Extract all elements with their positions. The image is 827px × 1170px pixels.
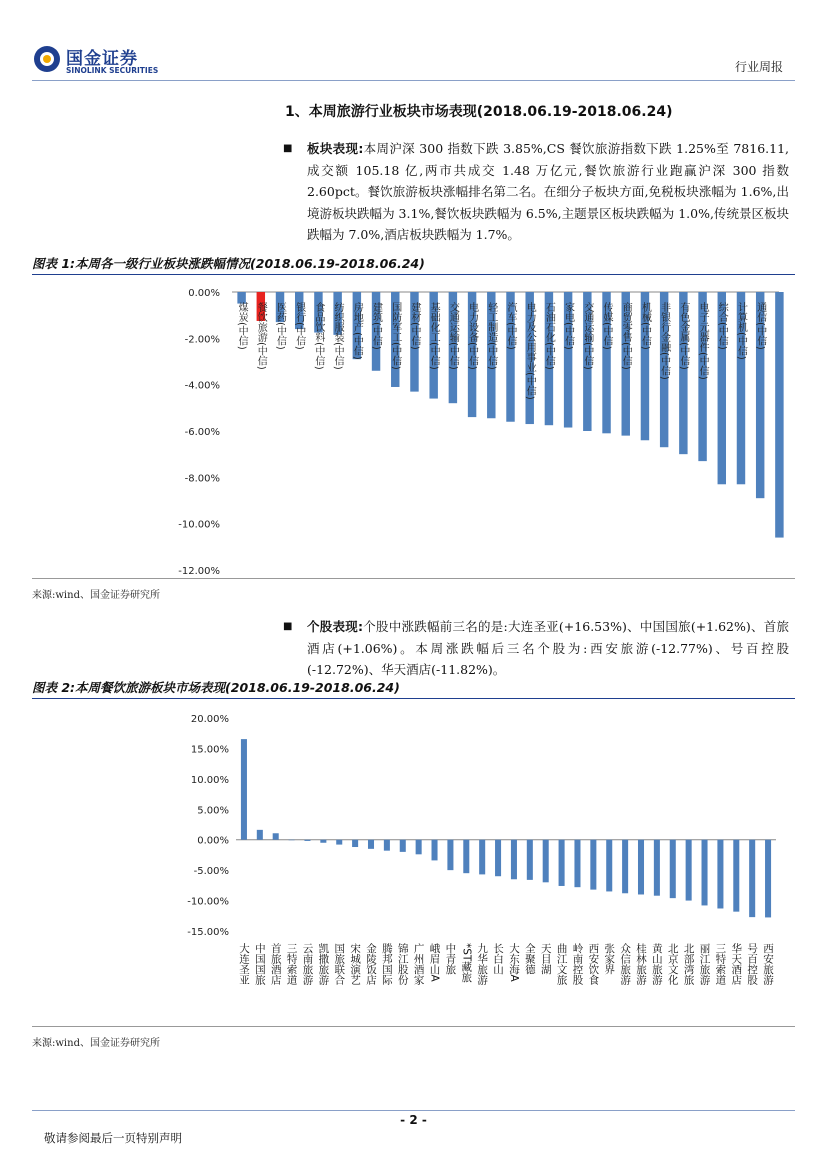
header-divider bbox=[32, 80, 795, 81]
category-label: 天目湖 bbox=[539, 943, 552, 975]
category-label: 西安饮食 bbox=[587, 943, 600, 985]
footer-note: 敬请参阅最后一页特别声明 bbox=[44, 1131, 182, 1145]
figure2-chart bbox=[32, 700, 795, 1027]
category-label: 综合(中信) bbox=[716, 302, 728, 350]
category-label: 建筑(中信) bbox=[370, 302, 382, 350]
figure1-title: 图表 1:本周各一级行业板块涨跌幅情况(2018.06.19-2018.06.24) bbox=[32, 254, 795, 275]
chart1-svg bbox=[32, 275, 795, 578]
page-number: - 2 - bbox=[400, 1113, 427, 1127]
category-label: 房地产(中信) bbox=[351, 302, 363, 360]
category-label: 煤炭(中信) bbox=[236, 302, 248, 350]
category-label: 食品饮料(中信) bbox=[312, 302, 324, 370]
bar bbox=[495, 840, 501, 877]
para-label: 个股表现: bbox=[307, 619, 363, 634]
y-tick-label: -12.00% bbox=[178, 566, 220, 577]
figure2-title: 图表 2:本周餐饮旅游板块市场表现(2018.06.19-2018.06.24) bbox=[32, 678, 795, 699]
category-label: 北部湾旅 bbox=[682, 943, 695, 985]
category-label: 非银行金融(中信) bbox=[658, 302, 670, 380]
bar bbox=[352, 840, 358, 847]
paragraph-sector bbox=[283, 138, 789, 246]
category-label: 丽江旅游 bbox=[698, 943, 711, 985]
bar bbox=[273, 833, 279, 839]
category-label: 峨眉山A bbox=[428, 943, 441, 982]
logo-mark-icon bbox=[32, 44, 62, 74]
category-label: 商贸零售(中信) bbox=[620, 302, 632, 370]
category-label: 家电(中信) bbox=[562, 302, 574, 350]
bar bbox=[686, 840, 692, 901]
bar bbox=[479, 840, 485, 875]
category-label: 西安旅游 bbox=[762, 943, 775, 985]
category-label: 汽车(中信) bbox=[505, 302, 516, 350]
bar bbox=[765, 840, 771, 918]
y-tick-label: -8.00% bbox=[184, 473, 220, 485]
bar bbox=[574, 840, 580, 887]
category-label: 华天酒店 bbox=[730, 943, 743, 985]
bar bbox=[543, 840, 549, 883]
category-label: 建材(中信) bbox=[408, 302, 420, 350]
category-label: 餐饮旅游(中信) bbox=[255, 302, 267, 370]
category-label: 九华旅游 bbox=[476, 943, 489, 985]
category-label: 云南旅游 bbox=[301, 943, 314, 985]
bar bbox=[749, 840, 755, 917]
category-label: *ST藏旅 bbox=[460, 943, 473, 983]
category-label: 银行(中信) bbox=[293, 302, 305, 350]
para-label: 板块表现: bbox=[307, 141, 364, 156]
category-label: 大东海A bbox=[507, 943, 520, 982]
category-label: 计算机(中信) bbox=[735, 302, 747, 360]
logo-text-en: SINOLINK SECURITIES bbox=[66, 66, 159, 75]
category-label: 国旅联合 bbox=[333, 943, 346, 985]
category-label: 通信(中信) bbox=[754, 302, 766, 350]
bar bbox=[606, 840, 612, 892]
category-label: 轻工制造(中信) bbox=[485, 302, 497, 370]
bar bbox=[559, 840, 565, 886]
bar bbox=[257, 830, 263, 840]
bar bbox=[304, 840, 310, 841]
bullet-icon: ■ bbox=[283, 143, 293, 154]
category-label: 交通运输(中信) bbox=[447, 302, 459, 370]
category-label: 凯撒旅游 bbox=[317, 943, 330, 985]
y-tick-label: 10.00% bbox=[190, 774, 229, 786]
category-label: 北京文化 bbox=[666, 943, 679, 985]
bar bbox=[775, 292, 783, 538]
footer-divider bbox=[32, 1110, 795, 1111]
y-tick-label: 0.00% bbox=[197, 835, 229, 847]
figure2-source: 来源:wind、国金证券研究所 bbox=[32, 1038, 160, 1049]
category-label: 电力及公用事业(中信) bbox=[524, 302, 536, 400]
category-label: 锦江股份 bbox=[396, 943, 409, 985]
bar bbox=[400, 840, 406, 852]
bar bbox=[447, 840, 453, 870]
bar bbox=[463, 840, 469, 873]
category-label: 基础化工(中信) bbox=[428, 302, 440, 370]
y-tick-label: 0.00% bbox=[188, 288, 220, 299]
bar bbox=[527, 840, 533, 880]
y-tick-label: -10.00% bbox=[187, 896, 229, 908]
category-label: 机械(中信) bbox=[639, 302, 651, 350]
bar bbox=[432, 840, 438, 861]
category-label: 岭南控股 bbox=[571, 943, 584, 985]
category-label: 全聚德 bbox=[523, 943, 536, 975]
y-tick-label: -5.00% bbox=[193, 866, 229, 878]
category-label: 交通运输(中信) bbox=[581, 302, 593, 370]
bar bbox=[702, 840, 708, 906]
category-label: 中国国旅 bbox=[253, 943, 266, 985]
category-label: 纺织服装(中信) bbox=[332, 302, 344, 370]
y-tick-label: -4.00% bbox=[184, 380, 220, 392]
report-type: 行业周报 bbox=[734, 60, 783, 74]
category-label: 三特索道 bbox=[714, 943, 727, 985]
category-label: 张家界 bbox=[603, 943, 616, 975]
bar bbox=[622, 840, 628, 894]
bar bbox=[733, 840, 739, 912]
category-label: 长白山 bbox=[492, 943, 505, 975]
category-label: 号百控股 bbox=[746, 943, 759, 985]
y-tick-label: 20.00% bbox=[190, 714, 229, 725]
bar bbox=[590, 840, 596, 890]
bar bbox=[289, 840, 295, 841]
y-tick-label: -15.00% bbox=[187, 927, 229, 938]
bar bbox=[511, 840, 517, 880]
category-label: 石油石化(中信) bbox=[543, 302, 555, 370]
category-label: 大连圣亚 bbox=[237, 943, 250, 985]
category-label: 三特索道 bbox=[285, 943, 298, 985]
y-tick-label: 15.00% bbox=[190, 744, 229, 756]
bar bbox=[320, 840, 326, 843]
bar bbox=[241, 739, 247, 840]
category-label: 金陵饭店 bbox=[365, 943, 377, 985]
category-label: 有色金属(中信) bbox=[677, 302, 689, 370]
category-label: 医药(中信) bbox=[274, 302, 286, 350]
y-tick-label: -2.00% bbox=[184, 334, 220, 346]
figure1-source: 来源:wind、国金证券研究所 bbox=[32, 590, 160, 601]
category-label: 曲江文旅 bbox=[555, 943, 568, 985]
company-logo bbox=[32, 44, 162, 80]
category-label: 广州酒家 bbox=[412, 943, 425, 985]
bar bbox=[717, 840, 723, 909]
para-text: 本周沪深 300 指数下跌 3.85%,CS 餐饮旅游指数下跌 1.25%至 7816.11,成交额 105.18 亿,两市共成交 1.48 万亿元,餐饮旅游行业跑赢沪深 300 指数 2.60pct。餐饮旅游板块涨幅排名第二名。在细分子板块方面,免税板块涨幅为 1.6%,出境游板块跌幅为 3.1%,餐饮板块跌幅为 6.5%,主题景区板块跌幅为 1.0%,传统景区板块跌幅为 7.0%,酒店板块跌幅为 1.7%。 bbox=[307, 141, 789, 242]
category-label: 电力设备(中信) bbox=[466, 302, 478, 370]
section-title: 1、本周旅游行业板块市场表现(2018.06.19-2018.06.24) bbox=[285, 104, 673, 120]
category-label: 桂林旅游 bbox=[635, 943, 647, 985]
para-text: 个股中涨跌幅前三名的是:大连圣亚(+16.53%)、中国国旅(+1.62%)、首旅酒店(+1.06%)。本周涨跌幅后三名个股为:西安旅游(-12.77%)、号百控股(-12.72%)、华天酒店(-11.82%)。 bbox=[307, 619, 789, 677]
category-label: 众信旅游 bbox=[619, 943, 632, 985]
bar bbox=[384, 840, 390, 851]
category-label: 腾邦国际 bbox=[380, 943, 393, 985]
bullet-icon: ■ bbox=[283, 621, 293, 632]
category-label: 中青旅 bbox=[444, 943, 457, 975]
figure1-chart bbox=[32, 275, 795, 579]
logo-text-cn: 国金证券 bbox=[66, 49, 138, 69]
bar bbox=[336, 840, 342, 845]
category-label: 国防军工(中信) bbox=[389, 302, 401, 370]
bar bbox=[416, 840, 422, 855]
y-tick-label: -10.00% bbox=[178, 519, 220, 531]
category-label: 黄山旅游 bbox=[650, 943, 663, 985]
y-tick-label: -6.00% bbox=[184, 427, 220, 438]
category-label: 电子元器件(中信) bbox=[697, 302, 709, 380]
bar bbox=[638, 840, 644, 895]
category-label: 首旅酒店 bbox=[269, 943, 282, 985]
y-tick-label: 5.00% bbox=[197, 805, 229, 817]
bar bbox=[670, 840, 676, 898]
bar bbox=[368, 840, 374, 849]
category-label: 传媒(中信) bbox=[601, 302, 613, 350]
bar bbox=[654, 840, 660, 896]
chart2-svg bbox=[32, 700, 795, 1026]
paragraph-stocks bbox=[283, 616, 789, 681]
category-label: 宋城演艺 bbox=[349, 943, 362, 985]
